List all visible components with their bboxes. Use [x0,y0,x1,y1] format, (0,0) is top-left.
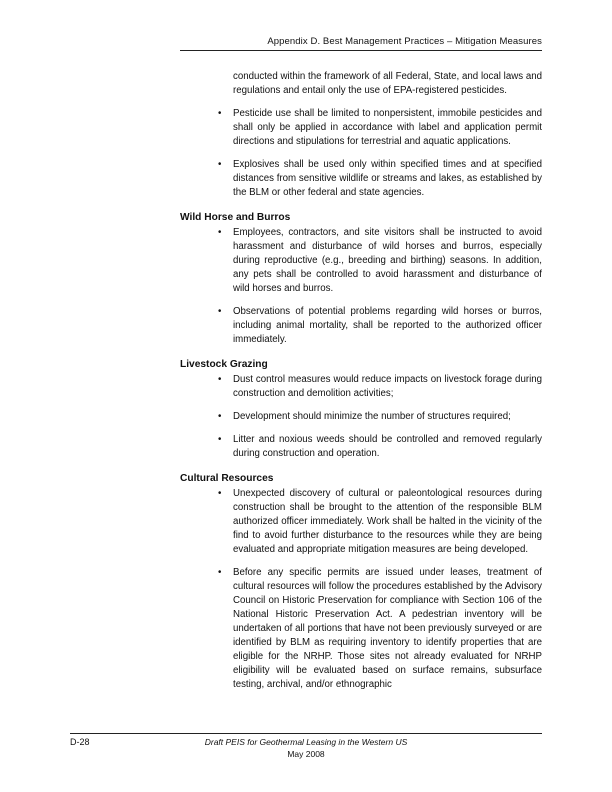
bullet-text: Dust control measures would reduce impacts on livestock forage during construction and demolition activities; [233,374,542,399]
cultural-bullet-list [180,487,542,692]
list-item [180,305,542,347]
footer-date: May 2008 [287,749,325,759]
list-item [180,226,542,296]
bullet-icon: • [218,306,222,317]
bullet-icon: • [218,411,222,422]
bullet-icon: • [218,108,222,119]
running-header: Appendix D. Best Management Practices – Mitigation Measures [267,36,542,47]
list-item [180,566,542,692]
bullet-text: Observations of potential problems regarding wild horses or burros, including animal mortality, shall be reported to the authorized officer immediately. [233,306,542,345]
bullet-text: Unexpected discovery of cultural or paleontological resources during construction shall be brought to the attention of the responsible BLM authorized officer immediately. Work shall be halted in the vicinity of the find to avoid further disturbance to the resources while they are being evaluated and appropriate mitigation measures are being developed. [233,488,542,555]
bullet-icon: • [218,374,222,385]
list-item [180,107,542,149]
list-item [180,487,542,557]
page-body [180,70,542,701]
list-item [180,373,542,401]
bullet-icon: • [218,227,222,238]
bullet-text: Development should minimize the number of structures required; [233,411,511,422]
continuation-paragraph: conducted within the framework of all Federal, State, and local laws and regulations and entail only the use of EPA-registered pesticides. [233,71,542,96]
livestock-bullet-list [180,373,542,461]
section-heading-livestock-grazing: Livestock Grazing [180,359,268,370]
header-rule [180,50,542,51]
footer-rule [70,733,542,734]
bullet-icon: • [218,434,222,445]
bullet-text: Explosives shall be used only within specified times and at specified distances from sensitive wildlife or streams and lakes, as established by the BLM or other federal and state agencies. [233,159,542,198]
list-item [180,410,542,424]
bullet-text: Litter and noxious weeds should be controlled and removed regularly during construction and operation. [233,434,542,459]
bullet-icon: • [218,488,222,499]
wild-horse-bullet-list [180,226,542,347]
footer-document-title: Draft PEIS for Geothermal Leasing in the Western US [204,737,408,747]
bullet-text: Pesticide use shall be limited to nonpersistent, immobile pesticides and shall only be applied in accordance with label and application permit directions and stipulations for terrestrial and aquatic applications. [233,108,542,147]
page-number: D-28 [70,737,90,747]
bullet-text: Employees, contractors, and site visitors shall be instructed to avoid harassment and disturbance of wild horses and burros, especially during reproductive (e.g., breeding and birthing) seasons. In addition, any pets shall be controlled to avoid harassment and disturbance of wild horses and burros. [233,227,542,294]
list-item [180,158,542,200]
section-heading-wild-horse-and-burros: Wild Horse and Burros [180,212,291,223]
bullet-icon: • [218,159,222,170]
section-heading-cultural-resources: Cultural Resources [180,473,274,484]
bullet-text: Before any specific permits are issued under leases, treatment of cultural resources will follow the procedures established by the Advisory Council on Historic Preservation for compliance with Section 106 of the National Historic Preservation Act. A pedestrian inventory will be undertaken of all portions that have not been previously surveyed or are identified by BLM as requiring inventory to identify properties that are eligible for the NRHP. Those sites not already evaluated for NRHP eligibility will be evaluated based on surface remains, subsurface testing, archival, and/or ethnographic [233,567,542,690]
list-item [180,433,542,461]
bullet-icon: • [218,567,222,578]
intro-bullet-list [180,107,542,200]
